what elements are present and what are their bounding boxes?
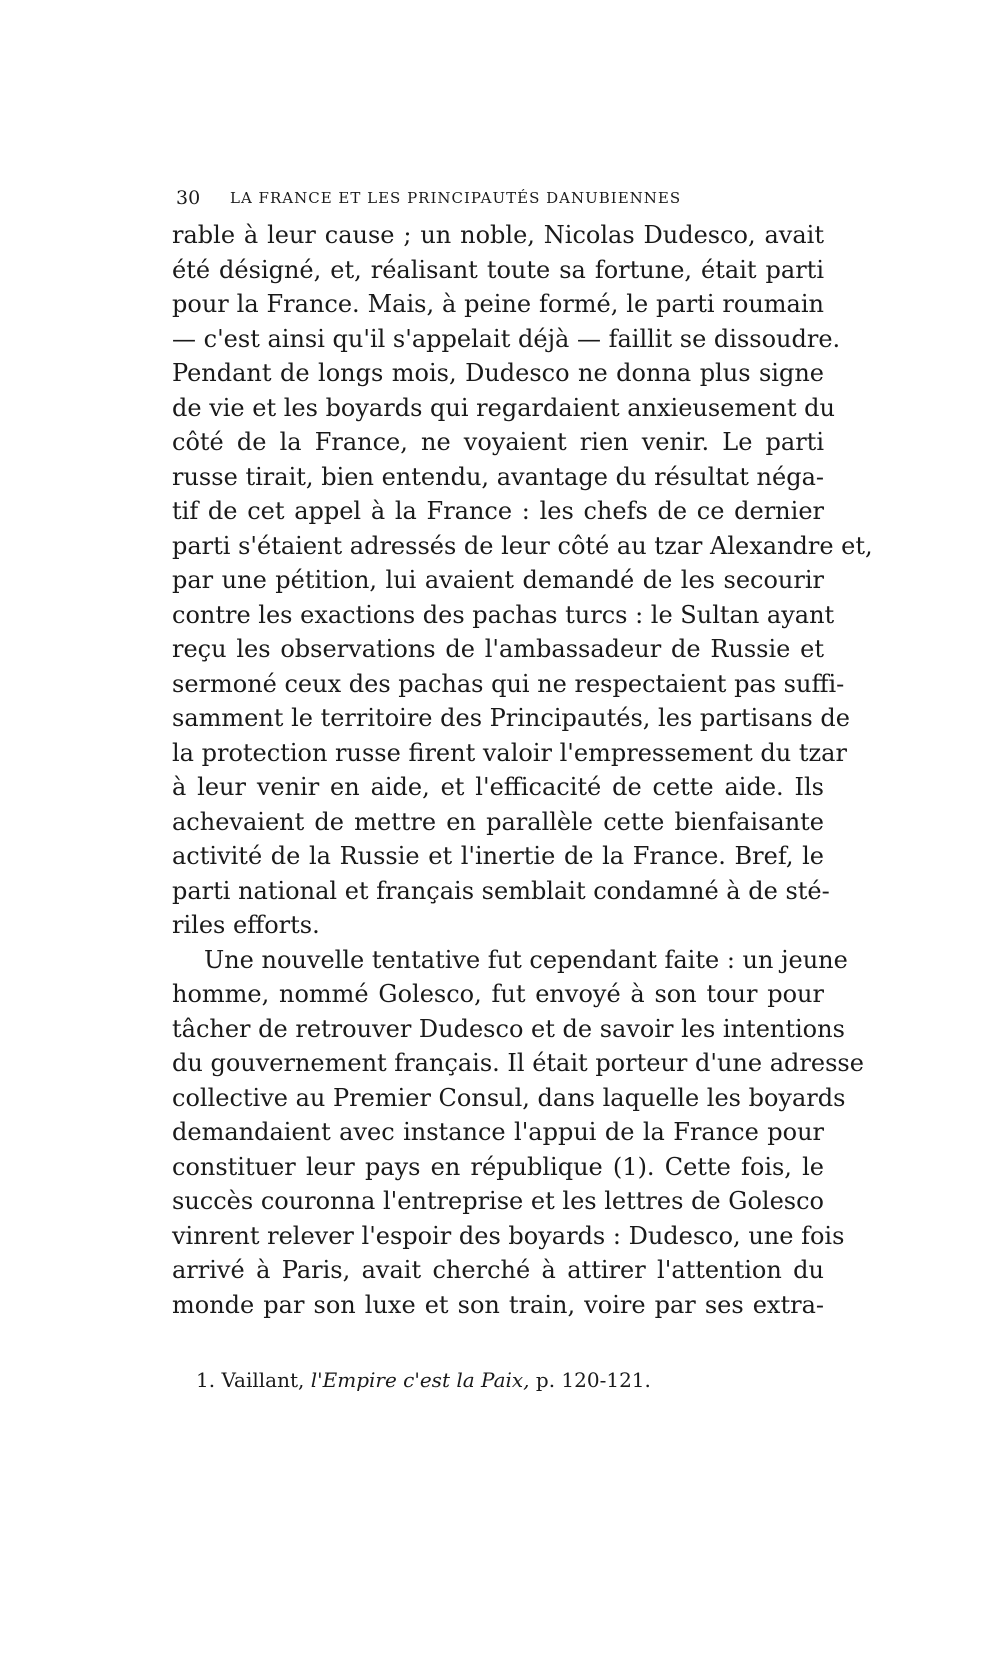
text-line: monde par son luxe et son train, voire par ses extra- [172,1290,824,1319]
text-line: du gouvernement français. Il était porteur d'une adresse [172,1049,864,1077]
paragraph-1 [172,218,873,943]
text-line: Pendant de longs mois, Dudesco ne donna plus signe [172,359,824,387]
text-line: vinrent relever l'espoir des boyards : Dudesco, une fois [172,1221,845,1250]
text-line: contre les exactions des pachas turcs : le Sultan ayant [172,600,835,629]
text-line: succès couronna l'entreprise et les lettres de Golesco [172,1187,824,1215]
text-line: demandaient avec instance l'appui de la France pour [172,1118,824,1146]
footnote [196,1366,651,1394]
text-line: sermoné ceux des pachas qui ne respectaient pas suffi- [172,669,845,698]
text-line: reçu les observations de l'ambassadeur de Russie et [172,635,824,663]
text-line: pour la France. Mais, à peine formé, le parti roumain [172,290,824,318]
text-line: de vie et les boyards qui regardaient anxieusement du [172,393,835,422]
text-line: tif de cet appel à la France : les chefs de ce dernier [172,497,824,525]
text-line: samment le territoire des Principautés, les partisans de [172,704,850,732]
text-line: Une nouvelle tentative fut cependant faite : un jeune [204,945,848,974]
text-line: été désigné, et, réalisant toute sa fortune, était parti [172,255,824,284]
text-line: par une pétition, lui avaient demandé de les secourir [172,566,824,594]
text-line: parti s'étaient adressés de leur côté au tzar Alexandre et, [172,531,873,560]
text-line: à leur venir en aide, et l'efficacité de cette aide. Ils [172,773,824,801]
text-line: parti national et français semblait condamné à de sté- [172,876,830,905]
text-line: homme, nommé Golesco, fut envoyé à son tour pour [172,980,824,1008]
text-line: — c'est ainsi qu'il s'appelait déjà — faillit se dissoudre. [172,324,841,353]
text-line: arrivé à Paris, avait cherché à attirer l'attention du [172,1256,824,1284]
text-line: collective au Premier Consul, dans laquelle les boyards [172,1083,846,1112]
footnote-work-title: l'Empire c'est la Paix, [310,1368,530,1392]
page-number: 30 [176,187,201,209]
footnote-pages: p. 120-121. [535,1368,651,1392]
text-line: riles efforts. [172,911,320,939]
text-line: achevaient de mettre en parallèle cette bienfaisante [172,807,824,836]
text-line: tâcher de retrouver Dudesco et de savoir les intentions [172,1014,845,1043]
text-line: rable à leur cause ; un noble, Nicolas Dudesco, avait [172,221,824,249]
running-title: LA FRANCE ET LES PRINCIPAUTÉS DANUBIENNES [230,189,682,207]
paragraph-2 [172,943,864,1323]
text-line: activité de la Russie et l'inertie de la France. Bref, le [172,842,824,870]
text-line: côté de la France, ne voyaient rien venir. Le parti [172,428,824,456]
body-text [172,218,873,1322]
footnote-author: Vaillant, [221,1368,305,1392]
text-line: la protection russe firent valoir l'empressement du tzar [172,738,847,767]
running-head [176,186,806,210]
text-line: constituer leur pays en république (1). Cette fois, le [172,1152,824,1181]
text-line: russe tirait, bien entendu, avantage du résultat néga- [172,462,824,491]
footnote-marker: 1. [196,1368,216,1392]
